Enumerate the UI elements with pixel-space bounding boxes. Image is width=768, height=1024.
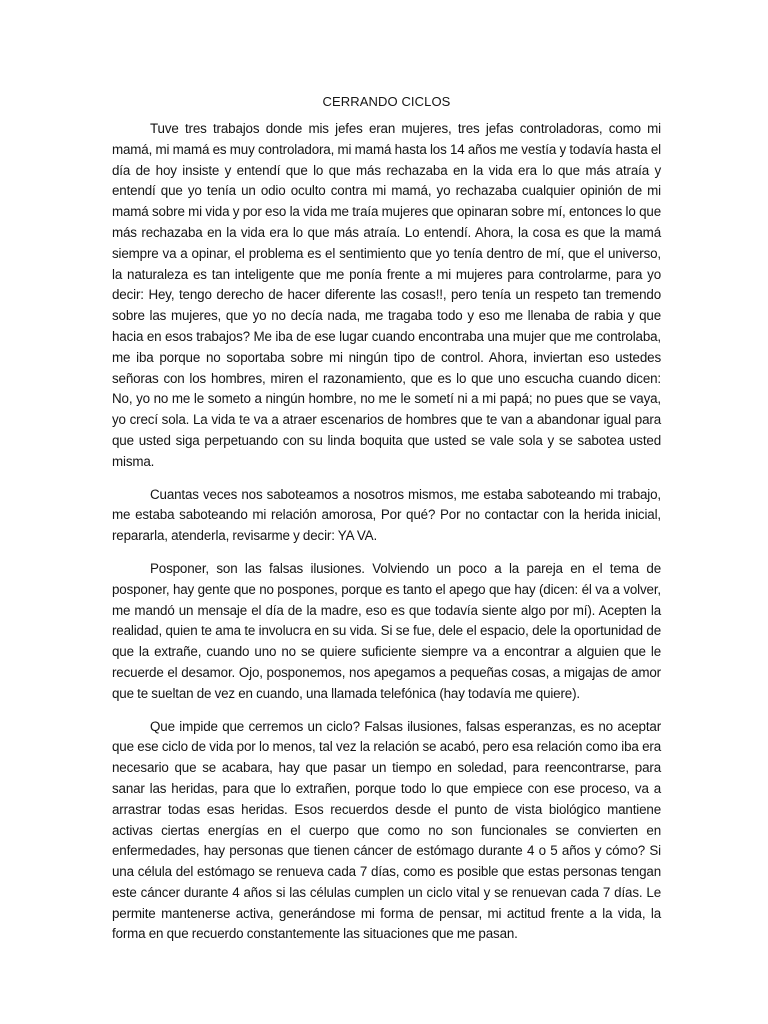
document-title: CERRANDO CICLOS: [322, 94, 451, 109]
paragraph-1: Tuve tres trabajos donde mis jefes eran mujeres, tres jefas controladoras, como mi mamá, mi mamá es muy controladora, mi mamá hasta los 14 años me vestía y todavía hasta el día de hoy insiste y entendí que lo que más rechazaba en la vida era lo que más atraía y entendí que yo tenía un odio oculto contra mi mamá, yo rechazaba cualquier opinión de mi mamá sobre mi vida y por eso la vida me traía mujeres que opinaran sobre mí, entonces lo que más rechazaba en la vida era lo que más atraía. Lo entendí. Ahora, la cosa es que la mamá siempre va a opinar, el problema es el sentimiento que yo tenía dentro de mí, que el universo, la naturaleza es tan inteligente que me ponía frente a mi mujeres para controlarme, para yo decir: Hey, tengo derecho de hacer diferente las cosas!!, pero tenía un respeto tan tremendo sobre las mujeres, que yo no decía nada, me tragaba todo y eso me llenaba de rabia y que hacia en esos trabajos? Me iba de ese lugar cuando encontraba una mujer que me controlaba, me iba porque no soportaba sobre mi ningún tipo de control. Ahora, inviertan eso ustedes señoras con los hombres, miren el razonamiento, que es lo que uno escucha cuando dicen: No, yo no me le someto a ningún hombre, no me le sometí ni a mi papá; no pues que se vaya, yo crecí sola. La vida te va a atraer escenarios de hombres que te van a abandonar igual para que usted siga perpetuando con su linda boquita que usted se vale sola y se sabotea usted misma.: [112, 121, 661, 469]
document-body: [112, 92, 661, 957]
paragraph-4: Que impide que cerremos un ciclo? Falsas ilusiones, falsas esperanzas, es no aceptar que ese ciclo de vida por lo menos, tal vez la relación se acabó, pero esa relación como iba era necesario que se acabara, hay que pasar un tiempo en soledad, para reencontrarse, para sanar las heridas, para que lo extrañen, porque todo lo que empiece con ese proceso, va a arrastrar todas esas heridas. Esos recuerdos desde el punto de vista biológico mantiene activas ciertas energías en el cuerpo que como no son funcionales se convierten en enfermedades, hay personas que tienen cáncer de estómago durante 4 o 5 años y cómo? Si una célula del estómago se renueva cada 7 días, como es posible que estas personas tengan este cáncer durante 4 años si las células cumplen un ciclo vital y se renuevan cada 7 días. Le permite mantenerse activa, generándose mi forma de pensar, mi actitud frente a la vida, la forma en que recuerdo constantemente las situaciones que me pasan.: [112, 718, 661, 942]
paragraph-2: Cuantas veces nos saboteamos a nosotros mismos, me estaba saboteando mi trabajo, me estaba saboteando mi relación amorosa, Por qué? Por no contactar con la herida inicial, repararla, atenderla, revisarme y decir: YA VA.: [112, 486, 661, 544]
paragraph-3: Posponer, son las falsas ilusiones. Volviendo un poco a la pareja en el tema de posponer, hay gente que no pospones, porque es tanto el apego que hay (dicen: él va a volver, me mandó un mensaje el día de la madre, eso es que todavía siente algo por mí). Acepten la realidad, quien te ama te involucra en su vida. Si se fue, dele el espacio, dele la oportunidad de que la extrañe, cuando uno no se quiere suficiente siempre va a encontrar a alguien que le recuerde el desamor. Ojo, posponemos, nos apegamos a pequeñas cosas, a migajas de amor que te sueltan de vez en cuando, una llamada telefónica (hay todavía me quiere).: [112, 560, 661, 701]
